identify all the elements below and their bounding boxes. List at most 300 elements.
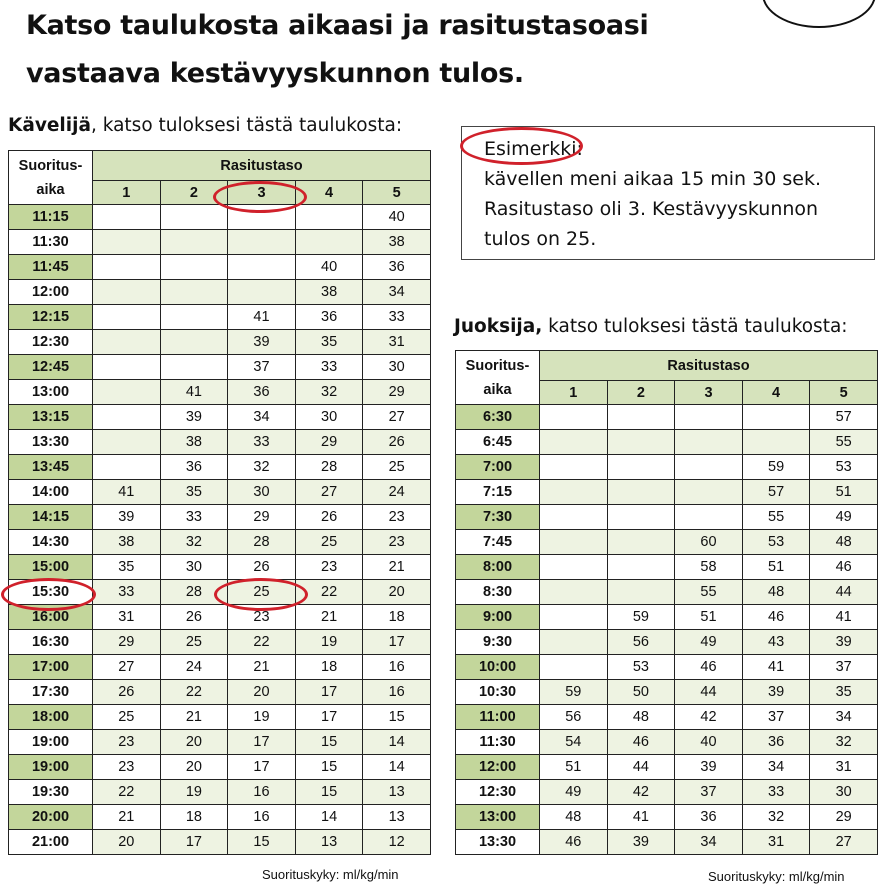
time-header-line: Suoritus-	[18, 157, 83, 174]
table-row	[9, 755, 431, 780]
value-cell	[607, 555, 675, 580]
value-cell: 33	[295, 355, 363, 380]
time-header	[9, 151, 93, 205]
value-cell	[228, 230, 296, 255]
value-cell	[540, 655, 608, 680]
table-row	[456, 530, 878, 555]
value-cell: 41	[228, 305, 296, 330]
value-cell: 23	[363, 530, 431, 555]
time-cell: 14:15	[9, 505, 93, 530]
value-cell	[675, 480, 743, 505]
value-cell: 22	[295, 580, 363, 605]
value-cell: 34	[363, 280, 431, 305]
value-cell: 46	[540, 830, 608, 855]
value-cell: 29	[363, 380, 431, 405]
time-cell: 9:00	[456, 605, 540, 630]
time-cell: 7:00	[456, 455, 540, 480]
value-cell: 35	[810, 680, 878, 705]
time-cell: 13:00	[456, 805, 540, 830]
time-cell: 10:30	[456, 680, 540, 705]
value-cell: 51	[675, 605, 743, 630]
value-cell	[93, 430, 161, 455]
value-cell: 33	[160, 505, 228, 530]
time-cell: 9:30	[456, 630, 540, 655]
value-cell	[93, 330, 161, 355]
value-cell: 25	[363, 455, 431, 480]
time-header-line: aika	[36, 181, 65, 198]
value-cell: 53	[607, 655, 675, 680]
table-row	[456, 755, 878, 780]
title-line-1: Katso taulukosta aikaasi ja rasitustasoasi	[26, 10, 649, 41]
table-row	[9, 530, 431, 555]
value-cell	[607, 580, 675, 605]
time-cell: 13:30	[9, 430, 93, 455]
value-cell: 41	[810, 605, 878, 630]
table-row	[456, 430, 878, 455]
value-cell: 41	[93, 480, 161, 505]
value-cell: 18	[295, 655, 363, 680]
value-cell: 55	[742, 505, 810, 530]
value-cell: 29	[93, 630, 161, 655]
runner-footnote: Suorituskyky: ml/kg/min	[708, 869, 845, 884]
value-cell: 40	[295, 255, 363, 280]
value-cell	[540, 505, 608, 530]
level-2-header: 2	[607, 381, 675, 405]
value-cell: 48	[607, 705, 675, 730]
time-cell: 13:15	[9, 405, 93, 430]
value-cell: 16	[363, 655, 431, 680]
table-row	[9, 205, 431, 230]
value-cell: 22	[93, 780, 161, 805]
value-cell: 32	[810, 730, 878, 755]
value-cell: 48	[742, 580, 810, 605]
table-row	[456, 580, 878, 605]
time-cell: 8:00	[456, 555, 540, 580]
table-row	[9, 405, 431, 430]
value-cell: 34	[228, 405, 296, 430]
example-line-1: kävellen meni aikaa 15 min 30 sek.	[484, 168, 821, 190]
value-cell: 58	[675, 555, 743, 580]
value-cell: 23	[363, 505, 431, 530]
value-cell: 20	[160, 730, 228, 755]
time-cell: 7:15	[456, 480, 540, 505]
title-line-2: vastaava kestävyyskunnon tulos.	[26, 58, 524, 89]
table-row	[456, 805, 878, 830]
value-cell	[607, 505, 675, 530]
value-cell	[607, 455, 675, 480]
table-row	[9, 730, 431, 755]
value-cell: 37	[742, 705, 810, 730]
level-1-header: 1	[93, 181, 161, 205]
value-cell: 14	[295, 805, 363, 830]
value-cell: 31	[363, 330, 431, 355]
value-cell: 35	[93, 555, 161, 580]
table-row	[456, 555, 878, 580]
value-cell: 34	[810, 705, 878, 730]
value-cell: 57	[810, 405, 878, 430]
value-cell: 49	[810, 505, 878, 530]
value-cell: 49	[675, 630, 743, 655]
time-cell: 17:00	[9, 655, 93, 680]
time-cell: 6:30	[456, 405, 540, 430]
value-cell: 36	[675, 805, 743, 830]
value-cell	[675, 405, 743, 430]
time-cell: 12:30	[9, 330, 93, 355]
value-cell: 39	[742, 680, 810, 705]
value-cell: 27	[810, 830, 878, 855]
page-title	[26, 2, 649, 98]
level-3-highlight-ring	[213, 181, 307, 213]
time-cell: 14:00	[9, 480, 93, 505]
example-line-2: Rasitustaso oli 3. Kestävyyskunnon	[484, 198, 819, 220]
table-row	[9, 305, 431, 330]
value-cell: 33	[228, 430, 296, 455]
value-cell: 24	[160, 655, 228, 680]
time-cell: 19:30	[9, 780, 93, 805]
value-cell: 34	[675, 830, 743, 855]
value-cell	[540, 555, 608, 580]
value-cell: 16	[363, 680, 431, 705]
value-cell: 24	[363, 480, 431, 505]
value-cell: 54	[540, 730, 608, 755]
walker-heading	[8, 115, 402, 136]
value-cell	[607, 430, 675, 455]
value-cell: 59	[540, 680, 608, 705]
value-cell: 26	[228, 555, 296, 580]
table-row	[9, 680, 431, 705]
value-cell: 56	[540, 705, 608, 730]
table-row	[9, 280, 431, 305]
value-cell: 36	[363, 255, 431, 280]
value-cell: 19	[295, 630, 363, 655]
table-row	[456, 705, 878, 730]
value-cell	[540, 455, 608, 480]
runner-heading-rest: katso tuloksesi tästä taulukosta:	[542, 316, 848, 337]
value-cell: 36	[295, 305, 363, 330]
value-cell: 14	[363, 730, 431, 755]
value-cell: 48	[810, 530, 878, 555]
table-row	[456, 830, 878, 855]
value-cell: 16	[228, 780, 296, 805]
value-cell: 23	[295, 555, 363, 580]
time-cell: 8:30	[456, 580, 540, 605]
value-cell: 36	[228, 380, 296, 405]
value-cell	[540, 630, 608, 655]
value-cell: 37	[675, 780, 743, 805]
time-cell: 11:00	[456, 705, 540, 730]
value-cell	[675, 455, 743, 480]
value-cell: 17	[295, 705, 363, 730]
value-cell	[160, 280, 228, 305]
value-cell: 21	[363, 555, 431, 580]
value-cell: 38	[93, 530, 161, 555]
value-cell: 31	[93, 605, 161, 630]
table-row	[9, 555, 431, 580]
value-cell: 41	[742, 655, 810, 680]
time-cell: 13:30	[456, 830, 540, 855]
value-cell: 30	[363, 355, 431, 380]
value-cell: 32	[295, 380, 363, 405]
value-cell: 31	[810, 755, 878, 780]
walker-heading-bold: Kävelijä	[8, 115, 91, 136]
value-cell: 48	[540, 805, 608, 830]
value-cell	[93, 380, 161, 405]
value-cell	[93, 305, 161, 330]
value-cell	[93, 255, 161, 280]
value-cell: 37	[810, 655, 878, 680]
time-cell: 19:00	[9, 730, 93, 755]
time-cell: 11:30	[9, 230, 93, 255]
value-cell	[540, 405, 608, 430]
value-cell: 51	[540, 755, 608, 780]
value-cell: 42	[607, 780, 675, 805]
value-cell: 42	[675, 705, 743, 730]
time-cell: 12:30	[456, 780, 540, 805]
time-cell: 11:30	[456, 730, 540, 755]
value-cell	[93, 455, 161, 480]
time-header-line: aika	[483, 381, 512, 398]
value-cell: 36	[742, 730, 810, 755]
value-cell: 40	[675, 730, 743, 755]
time-header-line: Suoritus-	[465, 357, 530, 374]
value-cell	[607, 480, 675, 505]
value-cell: 12	[363, 830, 431, 855]
value-cell: 18	[363, 605, 431, 630]
time-header	[456, 351, 540, 405]
value-cell: 17	[160, 830, 228, 855]
value-cell: 22	[228, 630, 296, 655]
value-cell: 21	[228, 655, 296, 680]
value-cell: 41	[607, 805, 675, 830]
value-cell	[675, 430, 743, 455]
value-cell: 27	[295, 480, 363, 505]
value-cell: 25	[93, 705, 161, 730]
value-cell: 26	[93, 680, 161, 705]
value-cell: 22	[160, 680, 228, 705]
value-cell: 20	[93, 830, 161, 855]
value-cell: 25	[160, 630, 228, 655]
value-cell: 41	[160, 380, 228, 405]
value-cell: 17	[228, 730, 296, 755]
value-cell	[160, 255, 228, 280]
value-cell: 46	[742, 605, 810, 630]
value-cell: 53	[810, 455, 878, 480]
value-cell: 34	[742, 755, 810, 780]
value-cell: 14	[363, 755, 431, 780]
value-cell: 18	[160, 805, 228, 830]
value-cell	[295, 230, 363, 255]
table-row	[456, 630, 878, 655]
value-cell: 39	[607, 830, 675, 855]
walker-table	[8, 150, 431, 855]
value-cell: 28	[295, 455, 363, 480]
value-cell	[93, 280, 161, 305]
value-cell: 13	[295, 830, 363, 855]
value-cell: 50	[607, 680, 675, 705]
value-cell	[93, 230, 161, 255]
value-cell: 37	[228, 355, 296, 380]
value-cell: 17	[295, 680, 363, 705]
value-cell: 33	[93, 580, 161, 605]
time-cell: 14:30	[9, 530, 93, 555]
value-cell: 31	[742, 830, 810, 855]
level-5-header: 5	[363, 181, 431, 205]
value-cell: 15	[295, 755, 363, 780]
value-cell: 13	[363, 780, 431, 805]
value-cell	[160, 355, 228, 380]
table-row	[9, 705, 431, 730]
table-row	[456, 505, 878, 530]
value-cell: 21	[93, 805, 161, 830]
value-cell: 40	[363, 205, 431, 230]
table-row	[9, 230, 431, 255]
value-cell: 26	[295, 505, 363, 530]
time-cell: 15:00	[9, 555, 93, 580]
value-cell: 26	[160, 605, 228, 630]
value-cell: 33	[363, 305, 431, 330]
value-cell: 17	[228, 755, 296, 780]
value-cell: 30	[160, 555, 228, 580]
table-row	[9, 455, 431, 480]
table-row	[9, 355, 431, 380]
value-cell	[540, 480, 608, 505]
table-row	[9, 655, 431, 680]
table-row	[456, 780, 878, 805]
level-1-header: 1	[540, 381, 608, 405]
value-cell: 15	[228, 830, 296, 855]
value-cell: 38	[363, 230, 431, 255]
value-cell: 13	[363, 805, 431, 830]
time-cell: 16:00	[9, 605, 93, 630]
time-cell: 15:30	[9, 580, 93, 605]
value-cell	[93, 205, 161, 230]
value-cell	[228, 280, 296, 305]
value-cell	[742, 405, 810, 430]
value-cell: 60	[675, 530, 743, 555]
table-row	[9, 430, 431, 455]
table-row	[456, 680, 878, 705]
value-cell: 29	[810, 805, 878, 830]
value-cell: 39	[810, 630, 878, 655]
value-cell: 32	[228, 455, 296, 480]
value-cell	[93, 405, 161, 430]
level-4-header: 4	[742, 381, 810, 405]
level-header: Rasitustaso	[540, 351, 878, 381]
value-cell: 19	[160, 780, 228, 805]
value-cell: 55	[675, 580, 743, 605]
value-cell: 25	[228, 580, 296, 605]
value-cell: 46	[810, 555, 878, 580]
value-cell	[160, 305, 228, 330]
time-cell: 12:45	[9, 355, 93, 380]
value-cell: 59	[607, 605, 675, 630]
corner-circle-decoration	[762, 0, 876, 28]
value-cell: 49	[540, 780, 608, 805]
value-cell: 43	[742, 630, 810, 655]
value-cell: 21	[160, 705, 228, 730]
value-cell	[160, 230, 228, 255]
value-cell	[295, 205, 363, 230]
value-cell: 30	[228, 480, 296, 505]
value-cell: 32	[160, 530, 228, 555]
table-row	[9, 380, 431, 405]
value-cell: 27	[363, 405, 431, 430]
time-cell: 12:15	[9, 305, 93, 330]
level-3-header: 3	[228, 181, 296, 205]
value-cell: 16	[228, 805, 296, 830]
value-cell	[675, 505, 743, 530]
value-cell: 29	[295, 430, 363, 455]
value-cell: 23	[93, 730, 161, 755]
value-cell: 51	[742, 555, 810, 580]
value-cell: 15	[295, 730, 363, 755]
value-cell: 53	[742, 530, 810, 555]
value-cell: 56	[607, 630, 675, 655]
value-cell: 20	[160, 755, 228, 780]
value-cell: 27	[93, 655, 161, 680]
table-row	[9, 805, 431, 830]
value-cell: 39	[160, 405, 228, 430]
value-cell: 39	[675, 755, 743, 780]
walker-footnote: Suorituskyky: ml/kg/min	[262, 867, 399, 882]
value-cell	[540, 580, 608, 605]
value-cell: 30	[810, 780, 878, 805]
value-cell: 20	[363, 580, 431, 605]
value-cell: 25	[295, 530, 363, 555]
time-1530-highlight-ring	[1, 578, 96, 611]
runner-table	[455, 350, 878, 855]
value-cell: 36	[160, 455, 228, 480]
table-row	[9, 630, 431, 655]
time-cell: 17:30	[9, 680, 93, 705]
time-cell: 12:00	[456, 755, 540, 780]
value-cell: 44	[607, 755, 675, 780]
value-cell	[607, 405, 675, 430]
time-cell: 12:00	[9, 280, 93, 305]
level-header: Rasitustaso	[93, 151, 431, 181]
value-cell	[540, 430, 608, 455]
time-cell: 13:00	[9, 380, 93, 405]
value-cell: 20	[228, 680, 296, 705]
value-cell: 33	[742, 780, 810, 805]
time-cell: 11:45	[9, 255, 93, 280]
table-row	[9, 505, 431, 530]
time-cell: 13:45	[9, 455, 93, 480]
example-highlight-ring	[460, 127, 583, 165]
value-cell: 46	[675, 655, 743, 680]
value-cell: 32	[742, 805, 810, 830]
runner-heading	[454, 316, 848, 337]
value-cell: 51	[810, 480, 878, 505]
level-2-header: 2	[160, 181, 228, 205]
value-cell: 28	[228, 530, 296, 555]
value-cell: 46	[607, 730, 675, 755]
value-cell: 19	[228, 705, 296, 730]
value-cell: 15	[363, 705, 431, 730]
value-cell: 38	[160, 430, 228, 455]
result-25-highlight-ring	[214, 578, 308, 611]
value-cell	[160, 330, 228, 355]
value-cell	[540, 605, 608, 630]
table-row	[456, 455, 878, 480]
value-cell: 26	[363, 430, 431, 455]
value-cell	[742, 430, 810, 455]
table-row	[456, 605, 878, 630]
value-cell	[93, 355, 161, 380]
table-row	[456, 655, 878, 680]
value-cell	[228, 255, 296, 280]
runner-heading-bold: Juoksija,	[454, 316, 543, 337]
